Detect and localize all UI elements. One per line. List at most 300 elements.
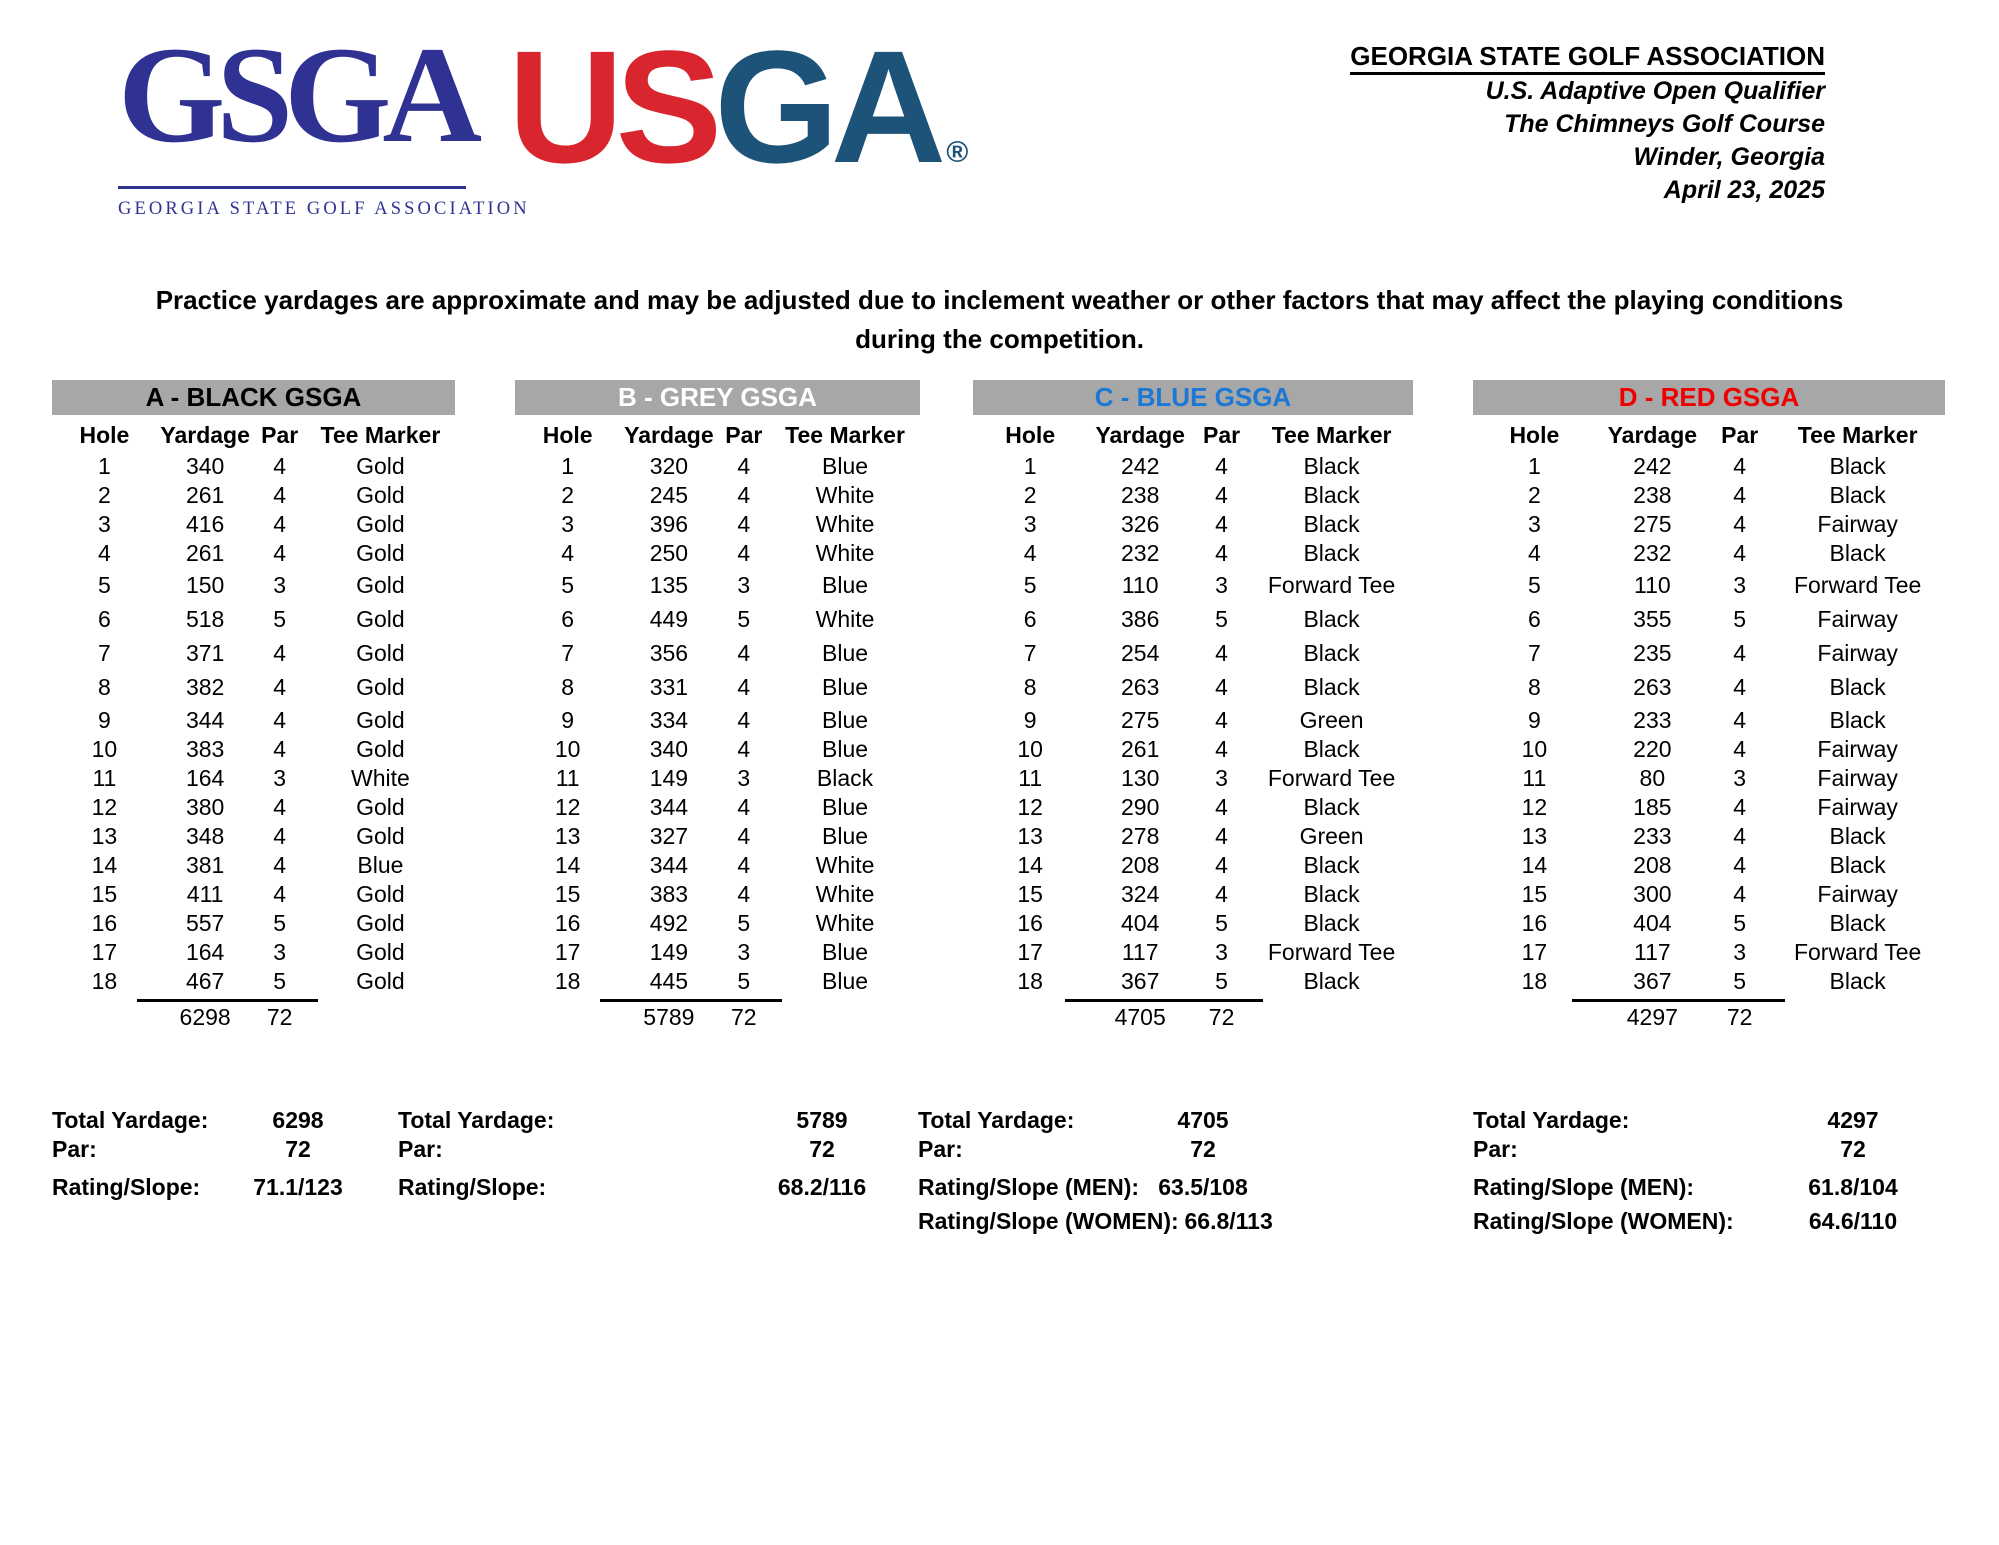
cell-tee-marker: Gold	[356, 939, 405, 965]
table-row	[973, 670, 1413, 704]
cell-hole: 6	[1527, 605, 1541, 632]
table-row	[973, 967, 1413, 996]
cell-hole: 5	[97, 571, 111, 598]
table-row	[973, 510, 1413, 539]
cell-yardage: 150	[185, 571, 225, 598]
cell-tee-marker: Blue	[822, 453, 869, 479]
cell-par: 4	[273, 881, 287, 907]
cell-hole: 8	[561, 673, 575, 700]
cell-hole: 14	[554, 852, 581, 878]
cell-par: 5	[1215, 605, 1228, 632]
cell-tee-marker: Black	[1303, 910, 1360, 936]
table-row	[1473, 880, 1945, 909]
cell-hole: 3	[1527, 511, 1541, 537]
table-row	[515, 670, 920, 704]
cell-yardage: 278	[1121, 823, 1160, 849]
table-row	[973, 793, 1413, 822]
summary-row	[1473, 1106, 1903, 1135]
cell-hole: 7	[1527, 639, 1541, 666]
table-row	[52, 938, 455, 967]
cell-hole: 4	[561, 540, 575, 566]
summary-row	[398, 1173, 872, 1202]
totals-row	[515, 1002, 920, 1032]
cell-tee-marker: Blue	[822, 707, 869, 733]
table-row	[1473, 481, 1945, 510]
cell-hole: 1	[561, 453, 575, 479]
cell-tee-marker: Gold	[356, 707, 405, 733]
cell-hole: 8	[1023, 673, 1037, 700]
table-row	[1473, 822, 1945, 851]
table-header-row	[973, 422, 1413, 448]
cell-yardage: 117	[1634, 939, 1671, 965]
cell-par: 4	[1733, 823, 1747, 849]
cell-tee-marker: Black	[1303, 511, 1360, 537]
cell-hole: 12	[91, 794, 118, 820]
cell-hole: 14	[91, 852, 118, 878]
table-row	[52, 706, 455, 735]
cell-tee-marker: Blue	[822, 968, 869, 994]
cell-yardage: 242	[1633, 453, 1672, 479]
table-row	[52, 481, 455, 510]
cell-par: 3	[1733, 939, 1747, 965]
cell-tee-marker: Forward Tee	[1267, 765, 1396, 791]
summary-value: 4297	[1827, 1107, 1879, 1133]
cell-tee-marker: Black	[1303, 852, 1360, 878]
cell-tee-marker: Black	[1303, 794, 1360, 820]
cell-tee-marker: Fairway	[1817, 794, 1898, 820]
cell-tee-marker: Gold	[356, 736, 405, 762]
cell-par: 4	[1215, 639, 1228, 666]
table-header-row	[515, 422, 920, 448]
cell-par: 4	[1733, 673, 1747, 700]
cell-tee-marker: White	[815, 852, 875, 878]
table-row	[515, 539, 920, 568]
cell-tee-marker: Black	[1829, 968, 1886, 994]
cell-par: 3	[737, 765, 751, 791]
table-row	[52, 851, 455, 880]
summary-row	[1473, 1207, 1903, 1236]
cell-yardage: 117	[1121, 939, 1159, 965]
summary-label: Total Yardage:	[1473, 1107, 1630, 1133]
cell-tee-marker: Fairway	[1817, 736, 1898, 762]
practice-yardage-disclaimer	[0, 281, 1999, 359]
cell-par: 4	[737, 482, 751, 508]
cell-hole: 6	[97, 605, 111, 632]
cell-yardage: 238	[1633, 482, 1672, 508]
cell-par: 4	[1215, 794, 1228, 820]
summary-A	[52, 1106, 348, 1202]
cell-par: 5	[737, 968, 751, 994]
table-row	[973, 706, 1413, 735]
cell-par: 4	[1733, 736, 1747, 762]
summary-value: 61.8/104	[1808, 1174, 1898, 1200]
cell-tee-marker: Fairway	[1817, 639, 1898, 666]
total-yardage-value: 4705	[1114, 1003, 1166, 1030]
cell-par: 5	[1733, 968, 1747, 994]
cell-hole: 15	[1017, 881, 1043, 907]
cell-tee-marker: Gold	[356, 881, 405, 907]
table-row	[1473, 636, 1945, 670]
cell-hole: 2	[1527, 482, 1541, 508]
cell-yardage: 275	[1121, 707, 1160, 733]
cell-hole: 16	[1521, 910, 1548, 936]
column-header: Par	[725, 422, 763, 448]
summary-label: Rating/Slope (WOMEN):	[1473, 1208, 1734, 1234]
gsga-logo	[118, 18, 530, 220]
cell-par: 4	[1215, 673, 1228, 700]
cell-tee-marker: Fairway	[1817, 605, 1898, 632]
summary-value: 71.1/123	[253, 1174, 343, 1200]
cell-par: 4	[1733, 881, 1747, 907]
cell-tee-marker: Black	[1829, 482, 1886, 508]
cell-par: 4	[273, 639, 287, 666]
cell-par: 4	[737, 852, 751, 878]
cell-tee-marker: Black	[1829, 540, 1886, 566]
cell-tee-marker: Black	[816, 765, 874, 791]
cell-hole: 16	[554, 910, 581, 936]
column-header: Par	[1203, 422, 1241, 448]
totals-row	[52, 1002, 455, 1032]
cell-hole: 8	[1527, 673, 1541, 700]
cell-hole: 15	[1521, 881, 1548, 907]
table-title-B: B - GREY GSGA	[515, 380, 920, 415]
cell-yardage: 320	[649, 453, 689, 479]
course-location: Winder, Georgia	[1633, 143, 1825, 171]
cell-tee-marker: Black	[1829, 910, 1886, 936]
cell-tee-marker: Black	[1303, 968, 1360, 994]
cell-hole: 12	[1017, 794, 1043, 820]
summary-label: Rating/Slope (MEN):	[1473, 1174, 1695, 1200]
usga-logo-ga: GA	[714, 17, 939, 196]
cell-tee-marker: Gold	[356, 910, 405, 936]
summary-value: 64.6/110	[1808, 1208, 1898, 1234]
column-header: Tee Marker	[1271, 422, 1392, 448]
cell-par: 5	[737, 605, 751, 632]
summary-label: Par:	[398, 1136, 443, 1162]
usga-logo	[508, 17, 969, 233]
cell-tee-marker: Gold	[356, 482, 405, 508]
table-row	[973, 568, 1413, 602]
cell-par: 4	[737, 511, 751, 537]
table-row	[52, 636, 455, 670]
table-row	[515, 452, 920, 481]
table-row	[1473, 568, 1945, 602]
cell-par: 4	[1215, 823, 1228, 849]
cell-par: 4	[1733, 482, 1747, 508]
cell-yardage: 290	[1121, 794, 1160, 820]
summary-D	[1473, 1106, 1903, 1236]
cell-par: 4	[273, 540, 287, 566]
table-row	[52, 510, 455, 539]
total-par-value: 72	[1726, 1003, 1753, 1030]
cell-par: 4	[273, 852, 287, 878]
cell-par: 4	[1733, 511, 1747, 537]
cell-par: 4	[273, 823, 287, 849]
total-par-value: 72	[266, 1003, 293, 1030]
table-row	[515, 764, 920, 793]
cell-par: 3	[1215, 939, 1228, 965]
cell-par: 4	[1733, 639, 1747, 666]
cell-yardage: 334	[649, 707, 689, 733]
table-row	[973, 938, 1413, 967]
summary-value: 5789	[796, 1107, 848, 1133]
cell-par: 4	[1733, 540, 1747, 566]
summary-row	[398, 1135, 872, 1164]
table-row	[515, 602, 920, 636]
cell-hole: 10	[1521, 736, 1548, 762]
cell-par: 4	[1733, 453, 1747, 479]
cell-yardage: 518	[185, 605, 225, 632]
table-row	[515, 909, 920, 938]
table-row	[1473, 539, 1945, 568]
cell-yardage: 344	[649, 794, 689, 820]
cell-par: 4	[737, 707, 751, 733]
table-row	[515, 938, 920, 967]
cell-hole: 13	[554, 823, 581, 849]
cell-tee-marker: White	[815, 482, 875, 508]
cell-tee-marker: Forward Tee	[1267, 939, 1396, 965]
table-row	[973, 602, 1413, 636]
table-row	[973, 909, 1413, 938]
table-row	[1473, 735, 1945, 764]
column-header: Hole	[1509, 422, 1560, 448]
cell-par: 4	[1215, 852, 1228, 878]
cell-tee-marker: Forward Tee	[1793, 571, 1922, 598]
cell-tee-marker: Blue	[822, 939, 869, 965]
column-header: Par	[261, 422, 299, 448]
table-row	[52, 822, 455, 851]
cell-par: 4	[1215, 540, 1228, 566]
cell-yardage: 135	[649, 571, 689, 598]
table-row	[52, 764, 455, 793]
table-row	[515, 636, 920, 670]
cell-par: 3	[737, 571, 751, 598]
cell-par: 4	[1215, 482, 1228, 508]
table-title-A: A - BLACK GSGA	[52, 380, 455, 415]
cell-par: 3	[1733, 765, 1747, 791]
cell-tee-marker: White	[815, 605, 875, 632]
summary-row	[52, 1106, 348, 1135]
course-table-B	[515, 380, 920, 1032]
cell-par: 3	[273, 765, 287, 791]
table-row	[52, 793, 455, 822]
cell-hole: 12	[554, 794, 581, 820]
table-row	[973, 735, 1413, 764]
table-row	[1473, 909, 1945, 938]
registered-trademark-icon: ®	[946, 136, 969, 169]
cell-par: 3	[737, 939, 751, 965]
cell-hole: 3	[1023, 511, 1037, 537]
cell-yardage: 130	[1121, 765, 1160, 791]
cell-hole: 11	[555, 765, 580, 791]
cell-tee-marker: Black	[1829, 852, 1886, 878]
cell-par: 4	[1215, 736, 1228, 762]
cell-yardage: 382	[185, 673, 225, 700]
cell-hole: 18	[1017, 968, 1043, 994]
cell-hole: 1	[1527, 453, 1541, 479]
cell-par: 3	[273, 571, 287, 598]
summary-value: 72	[1840, 1136, 1866, 1162]
cell-par: 5	[737, 910, 751, 936]
table-header-row	[52, 422, 455, 448]
cell-yardage: 254	[1121, 639, 1160, 666]
course-table-C	[973, 380, 1413, 1032]
table-row	[973, 764, 1413, 793]
cell-hole: 13	[1017, 823, 1043, 849]
table-row	[973, 822, 1413, 851]
disclaimer-line-1: Practice yardages are approximate and may be adjusted due to inclement weather or other factors that may affect the playing conditions	[155, 285, 1844, 315]
cell-yardage: 356	[649, 639, 689, 666]
table-row	[515, 481, 920, 510]
cell-tee-marker: Blue	[822, 794, 869, 820]
table-row	[52, 602, 455, 636]
gsga-logo-divider	[118, 186, 466, 189]
table-row	[515, 822, 920, 851]
event-header	[1350, 42, 1825, 207]
table-title-D: D - RED GSGA	[1473, 380, 1945, 415]
table-row	[1473, 602, 1945, 636]
cell-tee-marker: Black	[1303, 605, 1360, 632]
cell-hole: 12	[1521, 794, 1548, 820]
table-row	[52, 967, 455, 996]
cell-tee-marker: Black	[1303, 881, 1360, 907]
cell-tee-marker: Fairway	[1817, 765, 1898, 791]
cell-yardage: 449	[649, 605, 689, 632]
cell-yardage: 220	[1633, 736, 1672, 762]
cell-par: 4	[737, 794, 751, 820]
cell-hole: 18	[91, 968, 118, 994]
summary-row	[1473, 1173, 1903, 1202]
cell-par: 5	[1215, 910, 1228, 936]
cell-yardage: 245	[649, 482, 689, 508]
cell-hole: 8	[97, 673, 111, 700]
cell-tee-marker: Black	[1303, 482, 1360, 508]
column-header: Yardage	[1607, 422, 1698, 448]
usga-logo-us: US	[508, 17, 715, 196]
cell-hole: 2	[97, 482, 111, 508]
cell-par: 4	[1733, 852, 1747, 878]
cell-yardage: 416	[185, 511, 225, 537]
cell-par: 3	[1215, 765, 1228, 791]
cell-yardage: 261	[185, 540, 225, 566]
summary-label: Rating/Slope:	[398, 1174, 547, 1200]
cell-yardage: 386	[1121, 605, 1160, 632]
cell-yardage: 340	[649, 736, 689, 762]
cell-tee-marker: Black	[1829, 453, 1886, 479]
summary-label: Rating/Slope (WOMEN):	[918, 1208, 1179, 1234]
cell-par: 5	[273, 605, 287, 632]
course-name: The Chimneys Golf Course	[1504, 110, 1825, 138]
cell-par: 5	[273, 910, 287, 936]
cell-yardage: 344	[649, 852, 689, 878]
cell-yardage: 557	[185, 910, 225, 936]
cell-par: 4	[737, 823, 751, 849]
cell-yardage: 233	[1633, 707, 1672, 733]
summary-row	[398, 1106, 872, 1135]
cell-hole: 10	[554, 736, 581, 762]
table-row	[52, 909, 455, 938]
cell-yardage: 238	[1121, 482, 1160, 508]
total-yardage-value: 6298	[179, 1003, 231, 1030]
summary-label: Rating/Slope (MEN):	[918, 1174, 1140, 1200]
cell-tee-marker: Blue	[822, 673, 869, 700]
cell-yardage: 185	[1633, 794, 1672, 820]
column-header: Yardage	[160, 422, 250, 448]
table-row	[52, 735, 455, 764]
cell-par: 4	[1215, 881, 1228, 907]
cell-hole: 10	[1017, 736, 1043, 762]
cell-hole: 9	[1023, 707, 1037, 733]
association-title: GEORGIA STATE GOLF ASSOCIATION	[1350, 42, 1825, 75]
cell-hole: 9	[1527, 707, 1541, 733]
cell-yardage: 208	[1121, 852, 1160, 878]
event-name: U.S. Adaptive Open Qualifier	[1485, 77, 1825, 105]
table-row	[1473, 938, 1945, 967]
table-row	[515, 880, 920, 909]
cell-tee-marker: Gold	[356, 673, 405, 700]
cell-yardage: 327	[649, 823, 689, 849]
cell-yardage: 344	[185, 707, 225, 733]
cell-tee-marker: Green	[1299, 707, 1364, 733]
cell-yardage: 232	[1121, 540, 1160, 566]
cell-par: 4	[1733, 707, 1747, 733]
cell-hole: 7	[1023, 639, 1037, 666]
cell-yardage: 149	[649, 765, 689, 791]
cell-par: 4	[1215, 707, 1228, 733]
table-row	[52, 880, 455, 909]
cell-yardage: 261	[185, 482, 225, 508]
cell-hole: 9	[97, 707, 111, 733]
cell-yardage: 383	[649, 881, 689, 907]
cell-tee-marker: White	[351, 765, 410, 791]
column-header: Hole	[79, 422, 130, 448]
column-header: Tee Marker	[785, 422, 905, 448]
totals-row	[973, 1002, 1413, 1032]
totals-row	[1473, 1002, 1945, 1032]
cell-tee-marker: Gold	[356, 540, 405, 566]
cell-yardage: 404	[1633, 910, 1672, 936]
cell-tee-marker: Black	[1303, 736, 1360, 762]
cell-hole: 9	[561, 707, 575, 733]
cell-yardage: 324	[1121, 881, 1160, 907]
summary-value: 63.5/108	[1158, 1174, 1248, 1200]
table-row	[515, 706, 920, 735]
summary-label: Par:	[52, 1136, 97, 1162]
cell-yardage: 348	[185, 823, 225, 849]
cell-hole: 1	[1023, 453, 1037, 479]
cell-par: 3	[1215, 571, 1228, 598]
cell-yardage: 381	[185, 852, 225, 878]
cell-hole: 5	[1023, 571, 1037, 598]
cell-yardage: 263	[1121, 673, 1160, 700]
summary-row	[918, 1207, 1273, 1236]
disclaimer-line-2: during the competition.	[855, 324, 1144, 354]
cell-tee-marker: Black	[1829, 823, 1886, 849]
cell-tee-marker: Forward Tee	[1267, 571, 1396, 598]
cell-par: 5	[273, 968, 287, 994]
total-par-value: 72	[1208, 1003, 1235, 1030]
summary-row	[52, 1135, 348, 1164]
cell-yardage: 164	[185, 765, 225, 791]
table-title-C: C - BLUE GSGA	[973, 380, 1413, 415]
cell-hole: 13	[91, 823, 118, 849]
table-row	[1473, 670, 1945, 704]
cell-hole: 5	[1527, 571, 1541, 598]
summary-value: 6298	[272, 1107, 324, 1133]
cell-tee-marker: Blue	[357, 852, 404, 878]
cell-tee-marker: Blue	[822, 736, 869, 762]
table-row	[973, 481, 1413, 510]
